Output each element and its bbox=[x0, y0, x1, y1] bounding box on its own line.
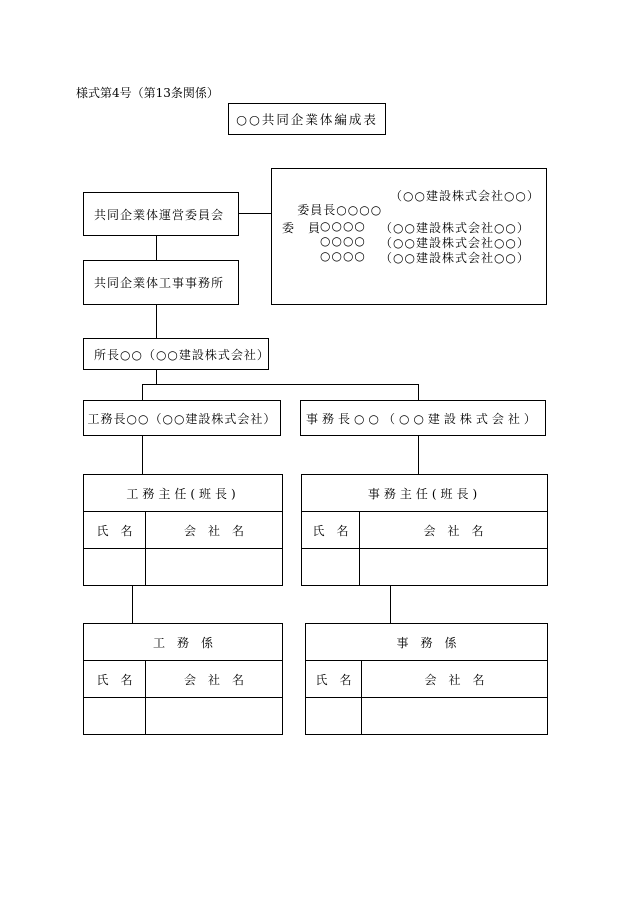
office-chief-col-company: 会 社 名 bbox=[360, 512, 548, 549]
chair-role: 委員長 bbox=[297, 203, 337, 217]
member-name-2: ○○○○ bbox=[320, 234, 366, 248]
form-number: 様式第4号（第13条関係） bbox=[76, 86, 219, 100]
office-chief-cell-name[interactable] bbox=[302, 549, 360, 586]
connector-office-chief bbox=[418, 436, 419, 474]
member-name-3: ○○○○ bbox=[320, 249, 366, 263]
member-company-2: （○○建設株式会社○○） bbox=[380, 236, 530, 250]
committee-box bbox=[83, 192, 239, 236]
office-staff-col-company: 会 社 名 bbox=[362, 661, 548, 698]
member-role: 委 員 bbox=[282, 221, 322, 235]
branch-horizontal bbox=[142, 384, 419, 385]
construction-staff-cell-company[interactable] bbox=[146, 698, 283, 735]
construction-manager-box bbox=[83, 400, 281, 436]
document-title-text: ○○共同企業体編成表 bbox=[236, 112, 378, 127]
construction-manager-label: 工務長○○（○○建設株式会社） bbox=[87, 411, 277, 426]
office-manager-label: 事務長○○（○○建設株式会社） bbox=[306, 411, 540, 426]
chair-company: （○○建設株式会社○○） bbox=[390, 189, 540, 203]
office-chief-col-name: 氏 名 bbox=[302, 512, 360, 549]
construction-staff-col-name: 氏 名 bbox=[84, 661, 146, 698]
construction-chief-table bbox=[83, 474, 283, 586]
construction-chief-cell-company[interactable] bbox=[146, 549, 283, 586]
connector-committee-members bbox=[239, 213, 271, 214]
office-staff-col-name: 氏 名 bbox=[306, 661, 362, 698]
connector-construction-chief bbox=[142, 436, 143, 474]
chair-name: ○○○○ bbox=[336, 203, 383, 217]
connector-office-director bbox=[156, 305, 157, 338]
site-office-box bbox=[83, 260, 239, 305]
document-title bbox=[228, 103, 386, 135]
office-staff-table bbox=[305, 623, 548, 735]
branch-right-drop bbox=[418, 384, 419, 400]
committee-members-box bbox=[271, 168, 547, 305]
member-company-3: （○○建設株式会社○○） bbox=[380, 251, 530, 265]
member-company-1: （○○建設株式会社○○） bbox=[380, 221, 530, 235]
connector-construction-staff bbox=[132, 586, 133, 623]
office-staff-cell-company[interactable] bbox=[362, 698, 548, 735]
connector-committee-office bbox=[156, 236, 157, 260]
office-staff-title: 事 務 係 bbox=[306, 624, 548, 661]
office-staff-cell-name[interactable] bbox=[306, 698, 362, 735]
office-chief-cell-company[interactable] bbox=[360, 549, 548, 586]
office-manager-box bbox=[300, 400, 546, 436]
construction-staff-col-company: 会 社 名 bbox=[146, 661, 283, 698]
office-chief-title: 事務主任(班長) bbox=[302, 475, 548, 512]
construction-chief-col-name: 氏 名 bbox=[84, 512, 146, 549]
director-box bbox=[83, 338, 269, 370]
committee-label: 共同企業体運営委員会 bbox=[94, 207, 225, 222]
member-name-1: ○○○○ bbox=[320, 219, 366, 233]
branch-left-drop bbox=[142, 384, 143, 400]
director-label: 所長○○（○○建設株式会社） bbox=[94, 347, 270, 362]
office-chief-table bbox=[301, 474, 548, 586]
connector-director-branch bbox=[156, 370, 157, 384]
construction-staff-table bbox=[83, 623, 283, 735]
construction-staff-title: 工 務 係 bbox=[84, 624, 283, 661]
construction-chief-cell-name[interactable] bbox=[84, 549, 146, 586]
connector-office-staff bbox=[390, 586, 391, 623]
construction-chief-col-company: 会 社 名 bbox=[146, 512, 283, 549]
construction-staff-cell-name[interactable] bbox=[84, 698, 146, 735]
site-office-label: 共同企業体工事事務所 bbox=[94, 276, 225, 290]
construction-chief-title: 工務主任(班長) bbox=[84, 475, 283, 512]
